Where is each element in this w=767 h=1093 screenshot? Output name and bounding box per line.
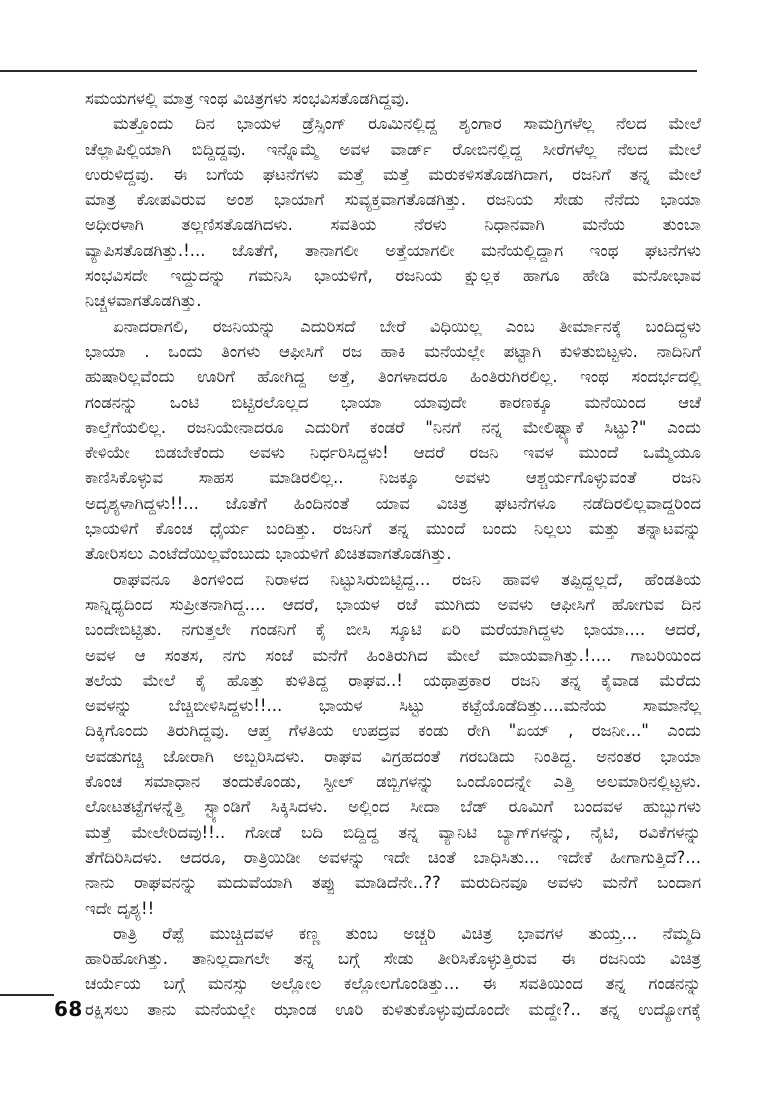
text-line: ರಕ್ಷಿಸಲು ತಾನು ಮನೆಯಲ್ಲೇ ಝಾಂಡ ಊರಿ ಕುಳಿತುಕೊಳ್ಳುವುದೊಂದೇ ಮದ್ದೇ?.. ತನ್ನ ಉದ್ಯೋಗಕ್ಕೆ [85, 999, 701, 1019]
text-line: ನಾನು ರಾಘವನನ್ನು ಮದುವೆಯಾಗಿ ತಪ್ಪು ಮಾಡಿದೆನೇ..?? ಮರುದಿನವೂ ಅವಳು ಮನೆಗೆ ಬಂದಾಗ [85, 873, 701, 893]
paragraph [85, 567, 701, 921]
text-line: ಮಾತ್ರ ಕೋಪವಿರುವ ಅಂಶ ಭಾಯಾಗೆ ಸುವ್ಯಕ್ತವಾಗತೊಡಗಿತ್ತು. ರಜನಿಯ ಸೇಡು ನೆನೆದು ಭಾಯಾ [85, 190, 701, 210]
text-line: ಏನಾದರಾಗಲಿ, ರಜನಿಯನ್ನು ಎದುರಿಸದೆ ಬೇರೆ ವಿಧಿಯಿಲ್ಲ ಎಂಬ ತೀರ್ಮಾನಕ್ಕೆ ಬಂದಿದ್ದಳು [113, 316, 701, 336]
footer-divider [0, 994, 54, 996]
text-line: ಇದೇ ದೃಶ್ಯ!! [85, 898, 155, 918]
text-line: ಚರ್ಯೆಯ ಬಗ್ಗೆ ಮನಸ್ಸು ಅಲ್ಲೋಲ ಕಲ್ಲೋಲಗೊಂಡಿತ್ತು... ಈ ಸವತಿಯಿಂದ ತನ್ನ ಗಂಡನನ್ನು [85, 974, 701, 994]
text-line: ಅವಡುಗಚ್ಚಿ ಜೋರಾಗಿ ಅಬ್ಬರಿಸಿದಳು. ರಾಘವ ವಿಗ್ರಹದಂತೆ ಗರಬಡಿದು ನಿಂತಿದ್ದ. ಅನಂತರ ಭಾಯಾ [85, 746, 701, 766]
page-number: 68 [54, 997, 83, 1021]
text-line: ತೋರಿಸಲು ಎಂಟೆದೆಯಿಲ್ಲವೆಂಬುದು ಭಾಯಳಿಗೆ ಖಿಚಿತವಾಗತೊಡಗಿತ್ತು. [85, 544, 452, 564]
text-line: ಮತ್ತೊಂದು ದಿನ ಭಾಯಳ ಡ್ರೆಸ್ಸಿಂಗ್ ರೂಮಿನಲ್ಲಿದ್ದ ಶೃಂಗಾರ ಸಾಮಗ್ರಿಗಳೆಲ್ಲ ನೆಲದ ಮೇಲೆ [113, 114, 701, 134]
text-line: ರಾಘವನೂ ತಿಂಗಳಿಂದ ನಿರಾಳದ ನಿಟ್ಟುಸಿರುಬಿಟ್ಟಿದ್ದ... ರಜನಿ ಹಾವಳಿ ತಪ್ಪಿದ್ದಲ್ಲದೆ, ಹೆಂಡತಿಯ [113, 569, 701, 589]
text-line: ಭಾಯಳಿಗೆ ಕೊಂಚ ಧೈರ್ಯ ಬಂದಿತ್ತು. ರಜನಿಗೆ ತನ್ನ ಮುಂದೆ ಬಂದು ನಿಲ್ಲಲು ಮತ್ತು ತನ್ನಾಟವನ್ನು [85, 519, 701, 539]
text-line: ಅಧೀರಳಾಗಿ ತಲ್ಲಣಿಸತೊಡಗಿದಳು. ಸವತಿಯ ನೆರಳು ನಿಧಾನವಾಗಿ ಮನೆಯ ತುಂಬಾ [85, 215, 701, 235]
paragraph [85, 921, 701, 1022]
text-line: ಅದೃಶ್ಯಳಾಗಿದ್ದಳು!!... ಜೊತೆಗೆ ಹಿಂದಿನಂತೆ ಯಾವ ವಿಚಿತ್ರ ಘಟನೆಗಳೂ ನಡೆದಿರಲಿಲ್ಲವಾದ್ದರಿಂದ [85, 493, 701, 513]
text-line: ತೆಗೆದಿರಿಸಿದಳು. ಆದರೂ, ರಾತ್ರಿಯಿಡೀ ಅವಳನ್ನು ಇದೇ ಚಿಂತೆ ಬಾಧಿಸಿತು... ಇದೇಕೆ ಹೀಗಾಗುತ್ತಿದೆ?... [85, 847, 701, 867]
text-line: ಹುಷಾರಿಲ್ಲವೆಂದು ಊರಿಗೆ ಹೋಗಿದ್ದ ಅತ್ತೆ, ತಿಂಗಳಾದರೂ ಹಿಂತಿರುಗಿರಲಿಲ್ಲ. ಇಂಥ ಸಂದರ್ಭದಲ್ಲಿ [85, 367, 701, 387]
text-line: ತಲೆಯ ಮೇಲೆ ಕೈ ಹೊತ್ತು ಕುಳಿತಿದ್ದ ರಾಘವ..! ಯಥಾಪ್ರಕಾರ ರಜನಿ ತನ್ನ ಕೈವಾಡ ಮೆರೆದು [85, 670, 701, 690]
text-line: ಮತ್ತೆ ಮೇಲೇರಿದವು!!.. ಗೋಡೆ ಬದಿ ಬಿದ್ದಿದ್ದ ತನ್ನ ವ್ಯಾನಿಟಿ ಬ್ಯಾಗ್‌ಗಳನ್ನು, ನೈಟಿ, ರವಿಕೆಗಳನ್ನು [85, 822, 701, 842]
text-line: ಕೊಂಚ ಸಮಾಧಾನ ತಂದುಕೊಂಡು, ಸ್ಟೀಲ್ ಡಬ್ಬಿಗಳನ್ನು ಒಂದೊಂದನ್ನೇ ಎತ್ತಿ ಅಲಮಾರಿನಲ್ಲಿಟ್ಟಳು. [85, 772, 701, 792]
text-line: ದಿಕ್ಕಿಗೊಂದು ತಿರುಗಿದ್ದವು. ಆಪ್ತ ಗೆಳತಿಯ ಉಪದ್ರವ ಕಂಡು ರೇಗಿ "ಏಯ್ , ರಜನೀ..." ಎಂದು [85, 721, 701, 741]
text-line: ಕಾಲ್ತೆಗೆಯಲಿಲ್ಲ. ರಜನಿಯೇನಾದರೂ ಎದುರಿಗೆ ಕಂಡರೆ "ನಿನಗೆ ನನ್ನ ಮೇಲಿಷ್ಟ್ಯಾಕೆ ಸಿಟ್ಟು?" ಎಂದು [85, 417, 701, 437]
paragraph [85, 111, 701, 313]
text-line: ಲೋಟತಟ್ಟೆಗಳನ್ನೆತ್ತಿ ಸ್ಟ್ಯಾಂಡಿಗೆ ಸಿಕ್ಕಿಸಿದಳು. ಅಲ್ಲಿಂದ ಸೀದಾ ಬೆಡ್ ರೂಮಿಗೆ ಬಂದವಳ ಹುಬ್ಬುಗಳು [85, 797, 701, 817]
text-line: ಅವಳ ಆ ಸಂತಸ, ನಗು ಸಂಜೆ ಮನೆಗೆ ಹಿಂತಿರುಗಿದ ಮೇಲೆ ಮಾಯವಾಗಿತ್ತು.!.... ಗಾಬರಿಯಿಂದ [85, 645, 701, 665]
text-line: ಕಾಣಿಸಿಕೊಳ್ಳುವ ಸಾಹಸ ಮಾಡಿರಲಿಲ್ಲ.. ನಿಜಕ್ಕೂ ಅವಳು ಆಶ್ಚರ್ಯಗೊಳ್ಳುವಂತೆ ರಜನಿ [85, 468, 701, 488]
paragraph [85, 86, 701, 111]
text-line: ಹಾರಿಹೋಗಿತ್ತು. ತಾನಿಲ್ಲದಾಗಲೇ ತನ್ನ ಬಗ್ಗೆ ಸೇಡು ತೀರಿಸಿಕೊಳ್ಳುತ್ತಿರುವ ಈ ರಜನಿಯ ವಿಚಿತ್ರ [85, 949, 701, 969]
text-line: ಭಾಯಾ . ಒಂದು ತಿಂಗಳು ಆಫೀಸಿಗೆ ರಜ ಹಾಕಿ ಮನೆಯಲ್ಲೇ ಪಟ್ಟಾಗಿ ಕುಳಿತುಬಿಟ್ಟಳು. ನಾದಿನಿಗೆ [85, 341, 701, 361]
text-line: ಬಂದೇಬಿಟ್ಟಿತು. ನಗುತ್ತಲೇ ಗಂಡನಿಗೆ ಕೈ ಬೀಸಿ ಸ್ಕೂಟಿ ಏರಿ ಮರೆಯಾಗಿದ್ದಳು ಭಾಯಾ.... ಆದರೆ, [85, 620, 701, 640]
text-line: ಅವಳನ್ನು ಬೆಚ್ಚಿಬೀಳಿಸಿದ್ದಳು!!... ಭಾಯಳ ಸಿಟ್ಟು ಕಟ್ಟೆಯೊಡೆದಿತ್ತು....ಮನೆಯ ಸಾಮಾನೆಲ್ಲ [85, 696, 701, 716]
text-line: ಕೇಳಿಯೇ ಬಿಡಬೇಕೆಂದು ಅವಳು ನಿರ್ಧರಿಸಿದ್ದಳು! ಆದರೆ ರಜನಿ ಇವಳ ಮುಂದೆ ಒಮ್ಮೆಯೂ [85, 443, 701, 463]
text-line: ಗಂಡನನ್ನು ಒಂಟಿ ಬಿಟ್ಟಿರಲೊಲ್ಲದ ಭಾಯಾ ಯಾವುದೇ ಕಾರಣಕ್ಕೂ ಮನೆಯಿಂದ ಆಚೆ [85, 392, 701, 412]
text-line: ಸಾನ್ನಿಧ್ಯದಿಂದ ಸುಪ್ರೀತನಾಗಿದ್ದ.... ಆದರೆ, ಭಾಯಳ ರಜೆ ಮುಗಿದು ಅವಳು ಆಫೀಸಿಗೆ ಹೋಗುವ ದಿನ [85, 594, 701, 614]
text-line: ರಾತ್ರಿ ರೆಪ್ಪೆ ಮುಚ್ಚಿದವಳ ಕಣ್ಣ ತುಂಬ ಅಚ್ಚರಿ ವಿಚಿತ್ರ ಭಾವಗಳ ತುಯ್ತ... ನೆಮ್ಮದಿ [113, 923, 701, 943]
text-line: ಸಂಭವಿಸದೇ ಇದ್ದುದನ್ನು ಗಮನಿಸಿ ಭಾಯಳಿಗೆ, ರಜನಿಯ ಕ್ಷುಲ್ಲಕ ಹಾಗೂ ಹೇಡಿ ಮನೋಭಾವ [85, 266, 701, 286]
text-line: ನಿಚ್ಚಳವಾಗತೊಡಗಿತ್ತು. [85, 291, 202, 311]
text-line: ಸಮಯಗಳಲ್ಲಿ ಮಾತ್ರ ಇಂಥ ವಿಚಿತ್ರಗಳು ಸಂಭವಿಸತೊಡಗಿದ್ದವು. [85, 89, 410, 108]
text-line: ವ್ಯಾಪಿಸತೊಡಗಿತ್ತು.!... ಜೊತೆಗೆ, ತಾನಾಗಲೀ ಅತ್ತೆಯಾಗಲೀ ಮನೆಯಲ್ಲಿದ್ದಾಗ ಇಂಥ ಘಟನೆಗಳು [85, 240, 701, 260]
body-text [85, 86, 701, 1022]
top-divider [0, 70, 697, 72]
paragraph [85, 314, 701, 567]
text-line: ಉರುಳಿದ್ದವು. ಈ ಬಗೆಯ ಘಟನೆಗಳು ಮತ್ತೆ ಮತ್ತೆ ಮರುಕಳಿಸತೊಡಗಿದಾಗ, ರಜನಿಗೆ ತನ್ನ ಮೇಲೆ [85, 164, 701, 184]
text-line: ಚೆಲ್ಲಾಪಿಲ್ಲಿಯಾಗಿ ಬಿದ್ದಿದ್ದವು. ಇನ್ನೊಮ್ಮೆ ಅವಳ ವಾರ್ಡ್ ರೋಬಿನಲ್ಲಿದ್ದ ಸೀರೆಗಳೆಲ್ಲ ನೆಲದ ಮೇಲೆ [85, 139, 701, 159]
